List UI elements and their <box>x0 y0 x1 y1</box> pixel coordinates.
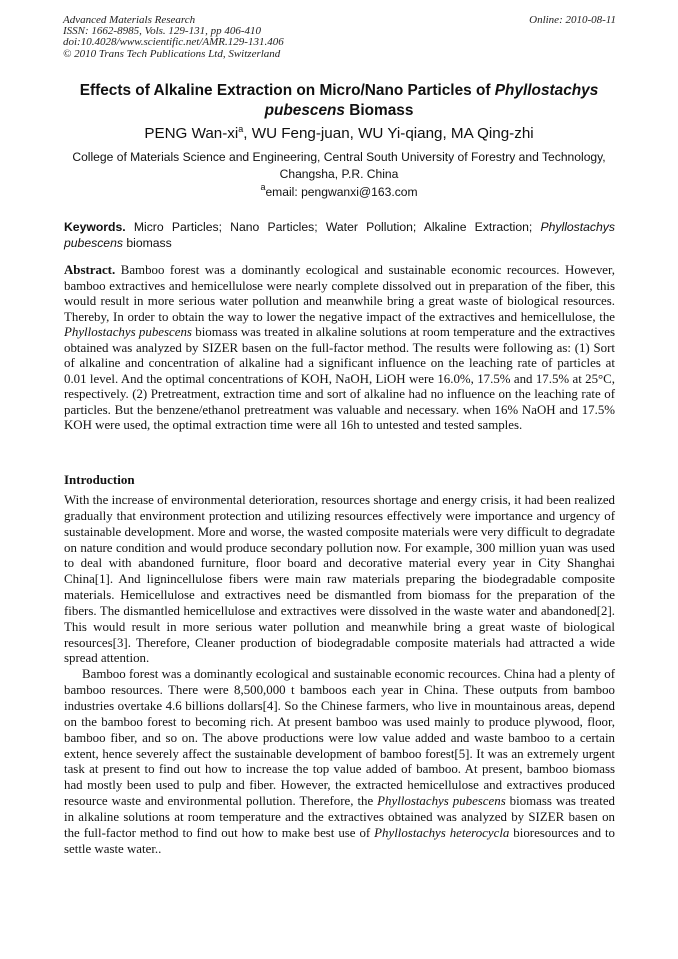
p2-species-1: Phyllostachys pubescens <box>377 794 506 809</box>
title-part1: Effects of Alkaline Extraction on Micro/Nano Particles of <box>79 82 495 99</box>
abstract-text-2: biomass was treated in alkaline solutions at room temperature and the extractives obtained was analyzed by SIZER basen on the full-factor method. The results were following as: (1) Sort of alkaline and concentration of alkaline had a significant influence on the leaching rate of particles at 0.01 level. And the optimal concentrations of KOH, NaOH, LiOH were 16.0%, 17.5% and 17.5% at 25°C, respectively. (2) Pretreatment, extraction time and sort of alkaline had no influence on the leaching rate of particles. But the benzene/ethanol pretreatment was valuable and necessary. when 16% NaOH and 17.5% KOH were used, the optimal extraction time were all 16h to untested and tested samples. <box>64 325 615 433</box>
keywords <box>64 220 615 251</box>
p2-species-2: Phyllostachys heterocycla <box>374 825 510 840</box>
abstract-species: Phyllostachys pubescens <box>64 325 192 340</box>
introduction-heading: Introduction <box>64 472 135 487</box>
contact-email <box>40 184 638 200</box>
paper-title <box>40 81 638 120</box>
affiliation: College of Materials Science and Engineering, Central South University of Forestry and Technology, Changsha, P.R. China <box>72 150 606 181</box>
online-date: Online: 2010-08-11 <box>529 14 616 26</box>
author-list <box>40 124 638 143</box>
p2-text-a: Bamboo forest was a dominantly ecological and sustainable economic recources. China had a plenty of bamboo resources. There were 8,500,000 t bamboos each year in China. These outputs from bamboo industries overtake 4.6 billions dollars[4]. So the Chinese farmers, who live in mountainous areas, depend on the bamboo forest to becoming rich. At present bamboo was used mainly to produce plywood, floor, bamboo fiber, and so on. The above productions were low value added and waste bamboo to a certain extent, hence severely affect the sustainable development of bamboo forest[5]. It was an extremely urgent task at present to find out how to increase the top value added of bamboo. At present, bamboo biomass had mostly been used to pulp and fiber. However, the extracted hemicellulose and extractives produced resource waste and environmental pollution. Therefore, the <box>64 667 615 809</box>
keywords-text: Micro Particles; Nano Particles; Water Pollution; Alkaline Extraction; <box>125 220 541 234</box>
abstract <box>64 263 615 434</box>
email-affil-mark: a <box>260 182 266 192</box>
title-species: Phyllostachys pubescens <box>264 82 599 119</box>
first-author-affil-mark: a <box>238 124 244 134</box>
title-part2: Biomass <box>344 101 414 119</box>
journal-header <box>63 15 616 60</box>
keywords-tail: biomass <box>122 235 172 250</box>
keywords-label: Keywords. <box>64 220 126 234</box>
introduction-body <box>64 493 615 857</box>
abstract-label: Abstract. <box>64 263 116 277</box>
journal-name: Advanced Materials Research <box>63 14 196 26</box>
first-author: PENG Wan-xi <box>144 125 239 142</box>
keywords-species: Phyllostachys pubescens <box>64 220 615 250</box>
abstract-text-1: Bamboo forest was a dominantly ecological and sustainable economic recources. However, bamboo extractives and hemicellulose were nearly complete dissolved out in preparation of the fiber, this would result in more serious water pollution and meanwhile bring a great waste of biological resources. Thereby, In order to obtain the way to lower the negative impact of the extractives and hemicellulose, the <box>64 263 615 324</box>
email-text: email: pengwanxi@163.com <box>265 185 418 199</box>
intro-paragraph-1: With the increase of environmental deterioration, resources shortage and energy crisis, it had been realized gradually that environment protection and utilizing resources effectively were importance and urgency of sustainable development. More and worse, the wasted composite materials were very difficult to degradate on nature condition and would produce secondary pollution now. For example, 300 million yuan was used to deal with abandoned furniture, floor board and decorative material every year in City Shanghai China[1]. And lignincellulose fibers were main raw materials preparing the biodegradable composite materials. Hemicellulose and extractives need be dismantled from biomass for the preparation of the fibers. The dismantled hemicellulose and extractives were dissolved in the waste water and abandoned[2]. This would result in more serious water pollution and meanwhile bring a great waste of biological resources[3]. Therefore, Cleaner production of biodegradable composite materials had attracted a wide spread attention. <box>64 493 615 666</box>
p2-text-c: bioresources and to settle waste water.. <box>64 825 615 856</box>
intro-paragraph-2 <box>64 667 615 857</box>
other-authors: , WU Feng-juan, WU Yi-qiang, MA Qing-zhi <box>243 125 534 142</box>
copyright-line: © 2010 Trans Tech Publications Ltd, Switzerland <box>63 47 281 60</box>
doi-line: doi:10.4028/www.scientific.net/AMR.129-131.406 <box>63 36 284 49</box>
issn-line: ISSN: 1662-8985, Vols. 129-131, pp 406-410 <box>63 25 261 38</box>
p2-text-b: biomass was treated in alkaline solutions at room temperature and the extractives obtained was analyzed by SIZER basen on the full-factor method to find out how to make best use of <box>64 794 615 840</box>
